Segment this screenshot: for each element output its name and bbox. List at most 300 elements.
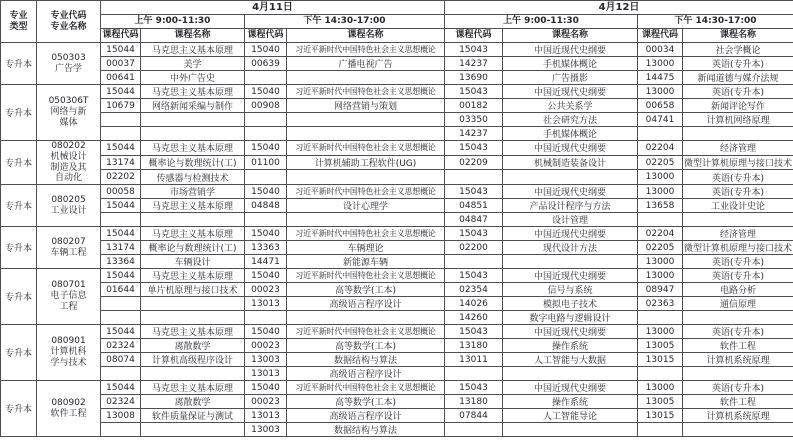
course-code-cell — [638, 311, 683, 325]
course-code-cell: 15040 — [245, 227, 287, 241]
course-name-cell: 设计心理学 — [287, 199, 445, 213]
course-code-cell — [245, 71, 287, 85]
major-id-cell — [37, 185, 101, 227]
table-row — [1, 85, 793, 99]
course-name-cell: 经济管理 — [683, 227, 793, 241]
course-name-cell — [503, 423, 638, 437]
course-name-cell — [683, 423, 793, 437]
course-name-cell: 新闻道德与媒介法规 — [683, 71, 793, 85]
course-name-cell: 马克思主义基本原理 — [141, 325, 245, 339]
course-code-cell: 15040 — [245, 185, 287, 199]
course-name-cell: 概率论与数理统计(工) — [141, 241, 245, 255]
major-type-header — [1, 1, 37, 43]
course-code-cell: 13000 — [638, 381, 683, 395]
course-name-cell: 中国近现代史纲要 — [503, 141, 638, 156]
table-row — [1, 409, 793, 423]
course-name-cell — [141, 297, 245, 311]
course-name-cell — [287, 127, 445, 141]
course-code-cell: 14260 — [445, 311, 503, 325]
table-row — [1, 367, 793, 381]
table-row — [1, 339, 793, 353]
table-row — [1, 269, 793, 283]
major-id-cell — [37, 381, 101, 437]
table-row — [1, 99, 793, 113]
course-code-cell — [101, 311, 141, 325]
course-name-cell — [683, 213, 793, 227]
major-name: 软件工程 — [50, 408, 87, 419]
course-name-cell — [141, 367, 245, 381]
course-code-cell: 13013 — [245, 409, 287, 423]
course-code-cell: 04851 — [445, 199, 503, 213]
major-type-header-line1: 专业 — [9, 11, 28, 22]
table-row — [1, 381, 793, 395]
course-code-cell: 14237 — [445, 57, 503, 71]
course-code-cell: 15044 — [101, 43, 141, 57]
course-name-cell: 单片机原理与接口技术 — [141, 283, 245, 297]
course-name-cell: 习近平新时代中国特色社会主义思想概论 — [287, 85, 445, 99]
course-code-cell: 15043 — [445, 141, 503, 156]
course-code-cell: 15044 — [101, 141, 141, 156]
course-code-cell: 13000 — [638, 269, 683, 283]
major-id-cell — [37, 85, 101, 141]
course-name-cell: 中国近现代史纲要 — [503, 269, 638, 283]
major-name: 电子信息工程 — [50, 291, 87, 313]
table-row — [1, 170, 793, 185]
major-type-cell: 专升本 — [1, 85, 37, 141]
date-label: 4月11日 — [252, 1, 293, 13]
major-type-cell: 专升本 — [1, 325, 37, 381]
course-code-cell: 02363 — [638, 297, 683, 311]
course-name-header: 课程名称 — [287, 29, 445, 43]
course-code-cell — [245, 127, 287, 141]
course-code-cell: 00639 — [245, 57, 287, 71]
course-code-cell: 02209 — [445, 155, 503, 170]
course-name-cell: 英语(专升本) — [683, 269, 793, 283]
table-row — [1, 155, 793, 170]
course-code-cell: 13011 — [445, 353, 503, 367]
table-row — [1, 113, 793, 127]
table-row — [1, 57, 793, 71]
course-code-cell: 15043 — [445, 381, 503, 395]
course-name-cell: 离散数学 — [141, 395, 245, 409]
course-code-cell: 15043 — [445, 269, 503, 283]
course-code-cell: 00023 — [245, 283, 287, 297]
table-row — [1, 311, 793, 325]
course-name-cell: 高等数学(工本) — [287, 283, 445, 297]
course-name-cell: 产品设计程序与方法 — [503, 199, 638, 213]
course-code-cell: 00658 — [638, 99, 683, 113]
header-row-sessions — [1, 15, 793, 29]
header-row-dates — [1, 1, 793, 15]
course-name-cell: 英语(专升本) — [683, 255, 793, 269]
course-code-cell: 13013 — [245, 297, 287, 311]
session-header-am-12 — [445, 15, 638, 29]
table-body — [1, 43, 793, 437]
course-code-cell — [245, 311, 287, 325]
table-row — [1, 297, 793, 311]
course-code-cell: 13013 — [245, 367, 287, 381]
course-code-cell: 02354 — [445, 283, 503, 297]
course-code-cell: 02205 — [638, 241, 683, 255]
course-name-cell: 微型计算机原理与接口技术 — [683, 155, 793, 170]
course-name-cell — [141, 127, 245, 141]
course-code-cell: 13015 — [638, 353, 683, 367]
course-name-header: 课程名称 — [503, 29, 638, 43]
course-name-cell: 英语(专升本) — [683, 185, 793, 199]
course-code-cell — [638, 423, 683, 437]
course-name-cell: 中国近现代史纲要 — [503, 325, 638, 339]
major-code: 080205 — [51, 194, 86, 205]
course-code-cell: 01644 — [101, 283, 141, 297]
course-code-cell: 00908 — [245, 99, 287, 113]
course-name-header: 课程名称 — [141, 29, 245, 43]
course-name-cell: 操作系统 — [503, 339, 638, 353]
course-code-cell: 14026 — [445, 297, 503, 311]
course-name-cell: 马克思主义基本原理 — [141, 227, 245, 241]
course-name-cell: 经济管理 — [683, 141, 793, 156]
course-code-cell: 14237 — [445, 127, 503, 141]
course-name-cell: 计算机网络原理 — [683, 113, 793, 127]
course-code-header: 课程代码 — [101, 29, 141, 43]
course-code-header: 课程代码 — [245, 29, 287, 43]
course-name-cell: 软件工程 — [683, 339, 793, 353]
major-code: 080901 — [51, 336, 86, 347]
course-code-cell — [245, 113, 287, 127]
course-name-cell: 软件质量保证与测试 — [141, 409, 245, 423]
course-code-cell: 04741 — [638, 113, 683, 127]
course-code-cell: 13008 — [101, 409, 141, 423]
course-name-cell: 高级语言程序设计 — [287, 367, 445, 381]
course-name-cell: 马克思主义基本原理 — [141, 269, 245, 283]
course-name-cell — [287, 170, 445, 185]
table-row — [1, 241, 793, 255]
course-name-cell: 微型计算机原理与接口技术 — [683, 241, 793, 255]
course-name-cell: 现代设计方法 — [503, 241, 638, 255]
course-name-cell: 离散数学 — [141, 339, 245, 353]
course-name-cell: 数据结构与算法 — [287, 353, 445, 367]
course-name-cell: 英语(专升本) — [683, 381, 793, 395]
course-name-cell: 习近平新时代中国特色社会主义思想概论 — [287, 185, 445, 199]
course-code-cell: 13005 — [638, 339, 683, 353]
major-code-header-line: 专业代码 — [50, 11, 87, 22]
course-code-cell: 13000 — [638, 170, 683, 185]
major-name: 机械设计制造及其自动化 — [50, 151, 87, 184]
course-name-cell: 高等数学(工本) — [287, 395, 445, 409]
course-code-cell — [245, 213, 287, 227]
course-code-cell: 13003 — [245, 353, 287, 367]
course-code-cell: 01100 — [245, 155, 287, 170]
course-name-cell: 网络新闻采编与制作 — [141, 99, 245, 113]
table-row — [1, 43, 793, 57]
course-name-cell: 习近平新时代中国特色社会主义思想概论 — [287, 325, 445, 339]
table-row — [1, 141, 793, 156]
major-type-cell: 专升本 — [1, 185, 37, 227]
course-code-cell: 15040 — [245, 269, 287, 283]
session-label: 上午 9:00-11:30 — [503, 16, 579, 27]
course-name-cell — [503, 170, 638, 185]
table-row — [1, 71, 793, 85]
course-name-cell: 工业设计史论 — [683, 199, 793, 213]
course-code-cell: 13000 — [638, 85, 683, 99]
table-row — [1, 423, 793, 437]
course-name-cell: 中国近现代史纲要 — [503, 85, 638, 99]
course-code-cell: 00058 — [101, 185, 141, 199]
course-code-cell: 13000 — [638, 185, 683, 199]
table-row — [1, 127, 793, 141]
course-name-cell: 社会学概论 — [683, 43, 793, 57]
course-code-cell — [445, 367, 503, 381]
course-code-cell: 10679 — [101, 99, 141, 113]
course-code-cell: 02200 — [445, 241, 503, 255]
course-name-cell: 高等数学(工本) — [287, 339, 445, 353]
course-code-cell: 15044 — [101, 199, 141, 213]
date-header-april-12 — [445, 1, 793, 15]
session-label: 上午 9:00-11:30 — [134, 16, 211, 27]
course-name-cell: 数字电路与逻辑设计 — [503, 311, 638, 325]
table-row — [1, 199, 793, 213]
course-name-cell: 计算机系统原理 — [683, 409, 793, 423]
course-name-cell: 车辆设计 — [141, 255, 245, 269]
course-name-cell: 英语(专升本) — [683, 325, 793, 339]
date-label: 4月12日 — [598, 1, 640, 13]
course-name-cell: 英语(专升本) — [683, 85, 793, 99]
course-code-cell — [101, 423, 141, 437]
course-code-cell: 13000 — [638, 255, 683, 269]
table-row — [1, 185, 793, 199]
course-name-cell: 模拟电子技术 — [503, 297, 638, 311]
course-code-cell: 00182 — [445, 99, 503, 113]
course-code-cell: 13000 — [638, 57, 683, 71]
course-code-cell: 00023 — [245, 339, 287, 353]
course-name-cell: 中国近现代史纲要 — [503, 227, 638, 241]
course-name-cell: 习近平新时代中国特色社会主义思想概论 — [287, 227, 445, 241]
course-code-cell: 00641 — [101, 71, 141, 85]
major-type-header-line2: 类型 — [9, 21, 28, 32]
course-code-cell: 15043 — [445, 185, 503, 199]
course-name-cell — [683, 311, 793, 325]
course-code-cell — [445, 423, 503, 437]
course-code-cell: 08947 — [638, 283, 683, 297]
course-code-cell: 02202 — [101, 170, 141, 185]
course-name-cell: 电路分析 — [683, 283, 793, 297]
header-row-columns — [1, 29, 793, 43]
course-code-cell: 13174 — [101, 155, 141, 170]
course-code-cell: 02204 — [638, 227, 683, 241]
course-code-cell: 13000 — [638, 325, 683, 339]
major-code: 050303 — [51, 52, 86, 63]
table-row — [1, 283, 793, 297]
major-id-cell — [37, 43, 101, 85]
table-header — [1, 1, 793, 43]
session-label: 下午 14:30-17:00 — [303, 16, 386, 27]
table-row — [1, 353, 793, 367]
course-name-cell — [141, 311, 245, 325]
course-code-cell: 13180 — [445, 339, 503, 353]
table-row — [1, 213, 793, 227]
course-name-cell: 中国近现代史纲要 — [503, 185, 638, 199]
major-type-cell: 专升本 — [1, 43, 37, 85]
course-code-cell: 08074 — [101, 353, 141, 367]
course-code-header: 课程代码 — [638, 29, 683, 43]
course-name-cell: 习近平新时代中国特色社会主义思想概论 — [287, 141, 445, 156]
course-name-cell: 数据结构与算法 — [287, 423, 445, 437]
course-code-cell: 15044 — [101, 269, 141, 283]
course-code-cell: 13363 — [245, 241, 287, 255]
major-name: 网络与新媒体 — [50, 107, 87, 128]
session-header-am-11 — [101, 15, 245, 29]
major-type-cell: 专升本 — [1, 227, 37, 269]
course-name-cell — [287, 113, 445, 127]
course-code-cell: 00023 — [245, 395, 287, 409]
major-code: 080902 — [51, 397, 86, 408]
course-code-cell: 13015 — [638, 409, 683, 423]
course-code-cell: 15040 — [245, 43, 287, 57]
course-name-cell — [141, 423, 245, 437]
course-code-cell: 15043 — [445, 325, 503, 339]
major-id-cell — [37, 227, 101, 269]
course-code-cell — [638, 213, 683, 227]
major-id-cell — [37, 141, 101, 185]
course-name-cell: 英语(专升本) — [683, 57, 793, 71]
course-name-cell: 习近平新时代中国特色社会主义思想概论 — [287, 381, 445, 395]
major-code: 050306T — [48, 96, 89, 107]
course-code-cell: 15040 — [245, 325, 287, 339]
course-code-cell: 15040 — [245, 381, 287, 395]
course-name-cell: 高级语言程序设计 — [287, 297, 445, 311]
major-id-cell — [37, 269, 101, 325]
major-code: 080701 — [51, 280, 86, 291]
major-id-header — [37, 1, 101, 43]
course-name-cell: 市场营销学 — [141, 185, 245, 199]
major-name: 计算机科学与技术 — [50, 347, 87, 369]
course-code-cell: 13180 — [445, 395, 503, 409]
course-name-cell: 手机媒体概论 — [503, 57, 638, 71]
course-name-cell: 马克思主义基本原理 — [141, 199, 245, 213]
major-code: 080207 — [51, 236, 86, 247]
course-name-cell — [141, 113, 245, 127]
course-name-cell — [287, 213, 445, 227]
session-header-pm-11 — [245, 15, 445, 29]
major-type-cell: 专升本 — [1, 141, 37, 185]
course-name-cell — [503, 367, 638, 381]
course-code-cell: 02324 — [101, 395, 141, 409]
course-code-cell: 14471 — [245, 255, 287, 269]
course-name-cell: 高级语言程序设计 — [287, 409, 445, 423]
major-name-header-line: 专业名称 — [50, 21, 87, 32]
course-code-cell: 15044 — [101, 227, 141, 241]
course-name-cell: 操作系统 — [503, 395, 638, 409]
course-name-cell: 广播电视广告 — [287, 57, 445, 71]
course-name-cell — [683, 127, 793, 141]
course-name-cell — [287, 311, 445, 325]
table-row — [1, 227, 793, 241]
course-code-cell — [101, 367, 141, 381]
course-name-cell: 人工智能与大数据 — [503, 353, 638, 367]
course-name-cell: 公共关系学 — [503, 99, 638, 113]
course-name-cell: 网络营销与策划 — [287, 99, 445, 113]
course-name-cell: 习近平新时代中国特色社会主义思想概论 — [287, 43, 445, 57]
course-code-cell: 13690 — [445, 71, 503, 85]
course-code-cell: 15043 — [445, 85, 503, 99]
course-name-cell: 设计管理 — [503, 213, 638, 227]
course-code-cell: 13003 — [245, 423, 287, 437]
course-name-cell: 美学 — [141, 57, 245, 71]
course-name-cell: 新能源车辆 — [287, 255, 445, 269]
course-name-cell — [503, 255, 638, 269]
date-header-april-11 — [101, 1, 445, 15]
course-name-cell: 信号与系统 — [503, 283, 638, 297]
course-code-cell: 02205 — [638, 155, 683, 170]
course-name-cell: 人工智能导论 — [503, 409, 638, 423]
course-name-cell: 车辆理论 — [287, 241, 445, 255]
course-name-cell: 中国近现代史纲要 — [503, 381, 638, 395]
course-code-cell: 15040 — [245, 85, 287, 99]
course-code-cell — [101, 127, 141, 141]
course-name-cell: 通信原理 — [683, 297, 793, 311]
course-code-cell: 15040 — [245, 141, 287, 156]
course-name-cell: 马克思主义基本原理 — [141, 85, 245, 99]
major-type-cell: 专升本 — [1, 381, 37, 437]
course-code-cell: 13174 — [101, 241, 141, 255]
table-row — [1, 325, 793, 339]
course-name-cell: 马克思主义基本原理 — [141, 43, 245, 57]
course-name-cell: 社会研究方法 — [503, 113, 638, 127]
course-code-cell: 15043 — [445, 43, 503, 57]
session-header-pm-12 — [638, 15, 793, 29]
course-code-cell: 13658 — [638, 199, 683, 213]
course-name-cell: 手机媒体概论 — [503, 127, 638, 141]
course-code-cell: 02204 — [638, 141, 683, 156]
course-name-cell: 传感器与检测技术 — [141, 170, 245, 185]
course-name-cell: 概率论与数理统计(工) — [141, 155, 245, 170]
course-name-cell: 计算机系统原理 — [683, 353, 793, 367]
course-code-cell: 15044 — [101, 85, 141, 99]
course-code-cell — [245, 170, 287, 185]
course-code-cell: 13005 — [638, 395, 683, 409]
course-code-cell — [638, 367, 683, 381]
course-code-cell: 15043 — [445, 227, 503, 241]
course-name-cell — [683, 367, 793, 381]
course-code-cell: 04848 — [245, 199, 287, 213]
course-code-cell — [638, 127, 683, 141]
course-code-cell — [445, 255, 503, 269]
course-name-cell: 中国近现代史纲要 — [503, 43, 638, 57]
major-name: 广告学 — [54, 63, 82, 74]
course-name-cell: 马克思主义基本原理 — [141, 141, 245, 156]
course-code-cell: 15044 — [101, 325, 141, 339]
course-name-cell: 软件工程 — [683, 395, 793, 409]
course-name-cell: 计算机高级程序设计 — [141, 353, 245, 367]
course-code-cell: 13364 — [101, 255, 141, 269]
course-name-cell: 计算机辅助工程软件(UG) — [287, 155, 445, 170]
course-name-cell: 新闻评论写作 — [683, 99, 793, 113]
course-code-cell: 00034 — [638, 43, 683, 57]
course-code-cell — [445, 170, 503, 185]
course-code-cell — [101, 297, 141, 311]
course-name-cell: 机械制造装备设计 — [503, 155, 638, 170]
session-label: 下午 14:30-17:00 — [674, 16, 757, 27]
course-name-cell: 广告摄影 — [503, 71, 638, 85]
course-name-cell: 英语(专升本) — [683, 170, 793, 185]
course-code-cell: 03350 — [445, 113, 503, 127]
course-name-cell: 马克思主义基本原理 — [141, 381, 245, 395]
major-name: 车辆工程 — [50, 247, 87, 258]
course-code-cell — [101, 113, 141, 127]
table-row — [1, 395, 793, 409]
course-code-cell: 04847 — [445, 213, 503, 227]
course-code-cell: 15044 — [101, 381, 141, 395]
course-code-cell: 02324 — [101, 339, 141, 353]
